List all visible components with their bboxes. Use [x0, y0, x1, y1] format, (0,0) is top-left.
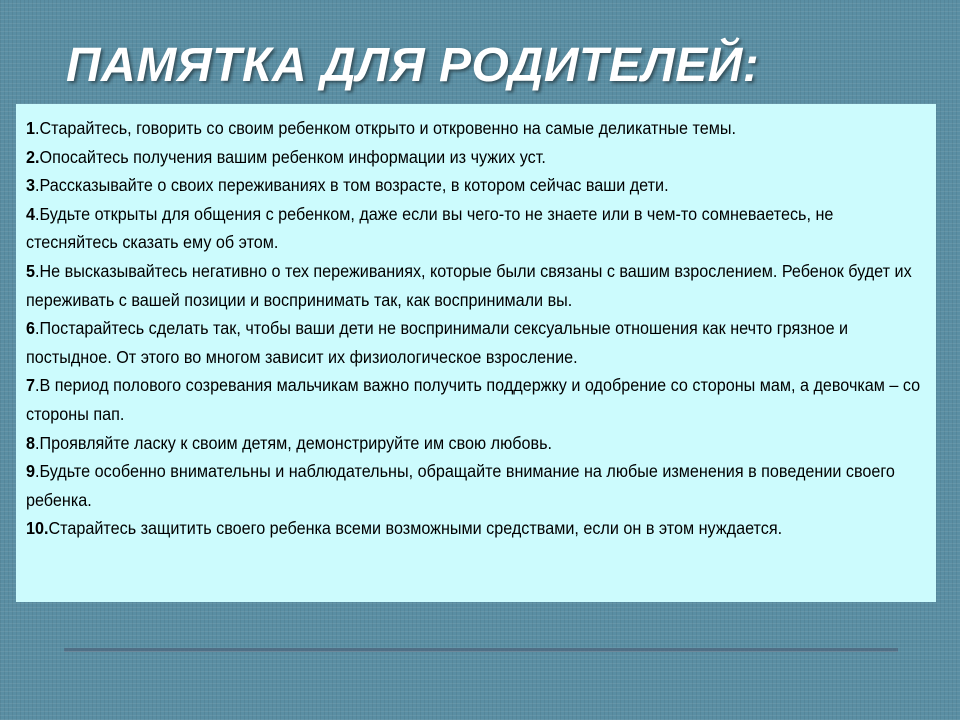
item-number: 7: [26, 375, 35, 396]
item-text: .Проявляйте ласку к своим детям, демонстрируйте им свою любовь.: [34, 432, 553, 453]
memo-list: [26, 114, 928, 543]
memo-item: [26, 171, 924, 200]
item-text: .Не высказывайтесь негативно о тех переживаниях, которые были связаны с вашим взрослением. Ребенок будет их переживать с вашей позиции и воспринимать так, как воспринимали вы.: [26, 260, 912, 310]
memo-item: [26, 371, 924, 428]
item-text: Опосайтесь получения вашим ребенком информации из чужих уст.: [39, 146, 546, 167]
item-text: .Будьте особенно внимательны и наблюдательны, обращайте внимание на любые изменения в поведении своего ребенка.: [26, 461, 895, 510]
memo-item: [26, 257, 924, 314]
item-number: 10.: [26, 518, 49, 539]
item-number: 9: [26, 461, 35, 482]
memo-item: [26, 114, 924, 143]
item-number: 1: [26, 118, 35, 138]
item-number: 8: [26, 432, 35, 453]
item-number: 6: [26, 318, 35, 339]
memo-item: [26, 200, 924, 257]
item-text: Старайтесь защитить своего ребенка всеми возможными средствами, если он в этом нуждается.: [48, 518, 783, 539]
item-text: .Будьте открыты для общения с ребенком, даже если вы чего-то не знаете или в чем-то сомневаетесь, не стесняйтесь сказать ему об этом.: [26, 203, 834, 253]
item-text: .В период полового созревания мальчикам важно получить поддержку и одобрение со стороны мам, а девочкам – со стороны пап.: [26, 375, 921, 424]
item-text: .Постарайтесь сделать так, чтобы ваши дети не воспринимали сексуальные отношения как нечто грязное и постыдное. От этого во многом зависит их физиологическое взросление.: [26, 318, 849, 367]
footer-divider: [64, 648, 898, 652]
item-number: 5: [26, 260, 35, 281]
item-text: .Рассказывайте о своих переживаниях в том возрасте, в котором сейчас ваши дети.: [34, 175, 669, 196]
memo-item: [26, 314, 924, 371]
item-number: 3: [26, 175, 35, 196]
memo-item: [26, 514, 924, 543]
item-number: 4: [26, 203, 35, 224]
memo-item: [26, 457, 924, 514]
memo-item: [26, 143, 924, 172]
item-number: 2.: [26, 146, 40, 167]
memo-box: [16, 104, 936, 602]
item-text: .Старайтесь, говорить со своим ребенком открыто и откровенно на самые деликатные темы.: [34, 118, 736, 138]
memo-item: [26, 429, 924, 458]
slide-title: ПАМЯТКА ДЛЯ РОДИТЕЛЕЙ:: [66, 39, 760, 92]
